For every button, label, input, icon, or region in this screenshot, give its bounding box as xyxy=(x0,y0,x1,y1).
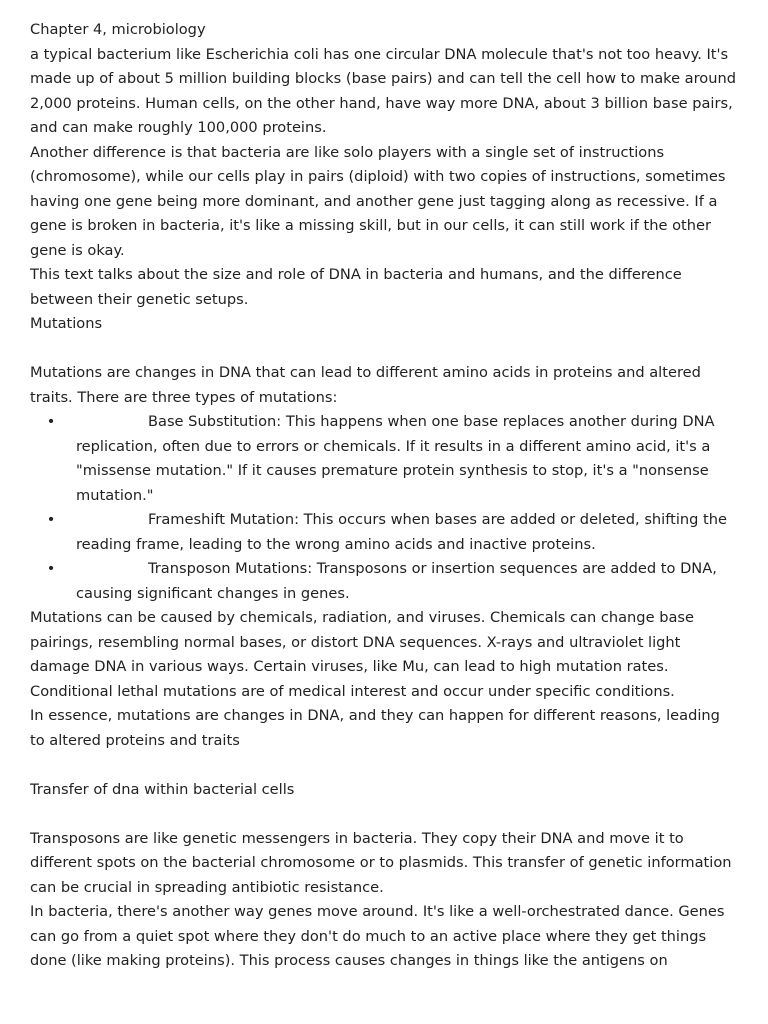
bullet-icon: • xyxy=(46,511,56,528)
chapter-title: Chapter 4, microbiology xyxy=(30,21,206,38)
transfer-paragraph-1: Transposons are like genetic messengers in bacteria. They copy their DNA and move it to different spots on the bacterial chromosome or to plasmids. This transfer of genetic information can be crucial in spreading antibiotic resistance. xyxy=(30,829,737,896)
spacer xyxy=(30,337,738,362)
mutations-heading: Mutations xyxy=(30,315,103,332)
intro-paragraph-2: Another difference is that bacteria are like solo players with a single set of instructions (chromosome), while our cells play in pairs (diploid) with two copies of instructions, sometimes having one gene being more dominant, and another gene just tagging along as recessive. If a gene is broken in bacteria, it's like a missing skill, but in our cells, it can still work if the other gene is okay. xyxy=(30,143,731,259)
transfer-heading: Transfer of dna within bacterial cells xyxy=(30,780,295,798)
list-item xyxy=(30,508,738,557)
spacer xyxy=(30,802,738,827)
list-item-text: Base Substitution: This happens when one base replaces another during DNA replication, often due to errors or chemicals. If it results in a different amino acid, it's a "missense mutation." If it causes premature protein synthesis to stop, it's a "nonsense mutation." xyxy=(76,413,715,504)
list-item-text: Frameshift Mutation: This occurs when bases are added or deleted, shifting the reading frame, leading to the wrong amino acids and inactive proteins. xyxy=(76,511,727,553)
transfer-paragraph-2: In bacteria, there's another way genes move around. It's like a well-orchestrated dance. Genes can go from a quiet spot where they don't do much to an active place where they get things done (like making proteins). This process causes changes in things like the antigens on xyxy=(30,903,730,969)
intro-paragraph-1: a typical bacterium like Escherichia coli has one circular DNA molecule that's not too heavy. It's made up of about 5 million building blocks (base pairs) and can tell the cell how to make around 2,000 proteins. Human cells, on the other hand, have way more DNA, about 3 billion base pairs, and can make roughly 100,000 proteins. xyxy=(30,45,741,136)
mutations-conditional-paragraph: Conditional lethal mutations are of medical interest and occur under specific conditions. xyxy=(30,682,675,700)
list-item xyxy=(30,557,738,606)
mutations-essence-paragraph: In essence, mutations are changes in DNA, and they can happen for different reasons, leading to altered proteins and traits xyxy=(30,707,725,749)
list-item-text: Transposon Mutations: Transposons or insertion sequences are added to DNA, causing significant changes in genes. xyxy=(76,560,717,602)
mutations-intro: Mutations are changes in DNA that can lead to different amino acids in proteins and altered traits. There are three types of mutations: xyxy=(30,364,706,406)
spacer xyxy=(30,753,738,778)
bullet-icon: • xyxy=(46,413,56,430)
mutations-causes-paragraph: Mutations can be caused by chemicals, radiation, and viruses. Chemicals can change base pairings, resembling normal bases, or distort DNA sequences. X-rays and ultraviolet light damage DNA in various ways. Certain viruses, like Mu, can lead to high mutation rates. xyxy=(30,609,699,675)
intro-paragraph-3: This text talks about the size and role of DNA in bacteria and humans, and the difference between their genetic setups. xyxy=(30,266,687,308)
bullet-icon: • xyxy=(46,560,56,577)
mutation-types-list xyxy=(30,410,738,606)
list-item xyxy=(30,410,738,508)
